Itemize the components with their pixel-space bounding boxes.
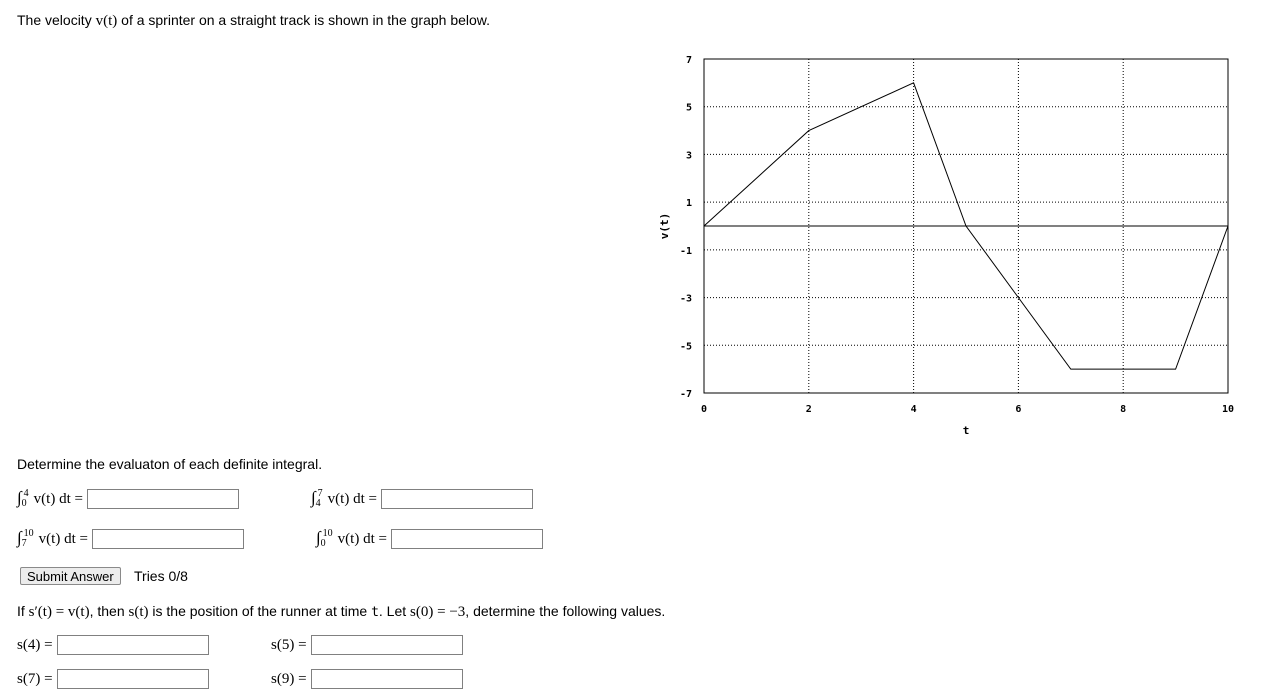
s7-label: s(7) = [17, 670, 53, 687]
integrand: v(t) dt = [327, 491, 377, 507]
x-tick-label: 2 [805, 404, 812, 415]
y-tick-label: 1 [685, 198, 692, 210]
position-row [271, 669, 463, 689]
integral-sign: ∫ [316, 528, 321, 547]
s4-input[interactable] [57, 635, 209, 655]
integral-lower-limit: 0 [21, 497, 27, 509]
s4-label: s(4) = [17, 636, 53, 653]
integral-7-10 [17, 528, 88, 550]
integral-lower-limit: 4 [315, 497, 321, 509]
y-tick-label: 5 [685, 102, 692, 114]
integral-row [17, 488, 239, 510]
x-tick-label: 6 [1015, 404, 1022, 415]
position-row [17, 635, 209, 655]
integral-4-7 [311, 488, 377, 510]
tries-counter: Tries 0/8 [134, 568, 188, 584]
problem-intro: The velocity v(t) of a sprinter on a straight track is shown in the graph below. [17, 12, 491, 29]
position-intro: If s′(t) = v(t), then s(t) is the position of the runner at time t. Let s(0) = −3, determine the following values. [17, 603, 666, 620]
position-row [271, 635, 463, 655]
y-axis-label: v(t) [658, 212, 671, 240]
s9-label: s(9) = [271, 670, 307, 687]
integrand: v(t) dt = [33, 491, 83, 507]
integral-upper-limit: 10 [322, 527, 333, 539]
position-row [17, 669, 209, 689]
integral-row [316, 528, 543, 550]
integral-0-10-input[interactable] [391, 529, 543, 549]
integral-row [17, 528, 244, 550]
integral-7-10-input[interactable] [92, 529, 244, 549]
integral-0-4-input[interactable] [87, 489, 239, 509]
integrand: v(t) dt = [337, 531, 387, 547]
y-tick-label: -7 [679, 389, 692, 400]
chart-ticks [680, 55, 1234, 415]
integral-sign: ∫ [17, 488, 22, 507]
x-tick-label: 0 [700, 404, 708, 415]
y-tick-label: -1 [679, 245, 692, 257]
s5-input[interactable] [311, 635, 463, 655]
x-axis-label: t [962, 424, 970, 437]
integrand: v(t) dt = [38, 531, 88, 547]
integral-4-7-input[interactable] [381, 489, 533, 509]
y-tick-label: -5 [679, 341, 692, 353]
integral-0-10 [316, 528, 387, 550]
x-tick-label: 10 [1221, 404, 1235, 415]
integral-lower-limit: 0 [320, 537, 326, 549]
y-tick-label: -3 [679, 293, 692, 305]
s5-label: s(5) = [271, 636, 307, 653]
s7-input[interactable] [57, 669, 209, 689]
x-tick-label: 8 [1120, 404, 1127, 415]
y-tick-label: 7 [685, 55, 692, 66]
integral-sign: ∫ [311, 488, 316, 507]
integral-row [311, 488, 533, 510]
integrals-heading: Determine the evaluaton of each definite integral. [17, 456, 323, 472]
submit-answer-button[interactable]: Submit Answer [20, 567, 121, 585]
integral-0-4 [17, 488, 83, 510]
integral-lower-limit: 7 [21, 537, 27, 549]
s9-input[interactable] [311, 669, 463, 689]
integral-sign: ∫ [17, 528, 22, 547]
integral-upper-limit: 10 [23, 527, 34, 539]
integral-upper-limit: 7 [317, 487, 323, 499]
integral-upper-limit: 4 [23, 487, 29, 499]
y-tick-label: 3 [685, 150, 692, 162]
velocity-chart [640, 40, 1250, 440]
x-tick-label: 4 [910, 404, 917, 415]
